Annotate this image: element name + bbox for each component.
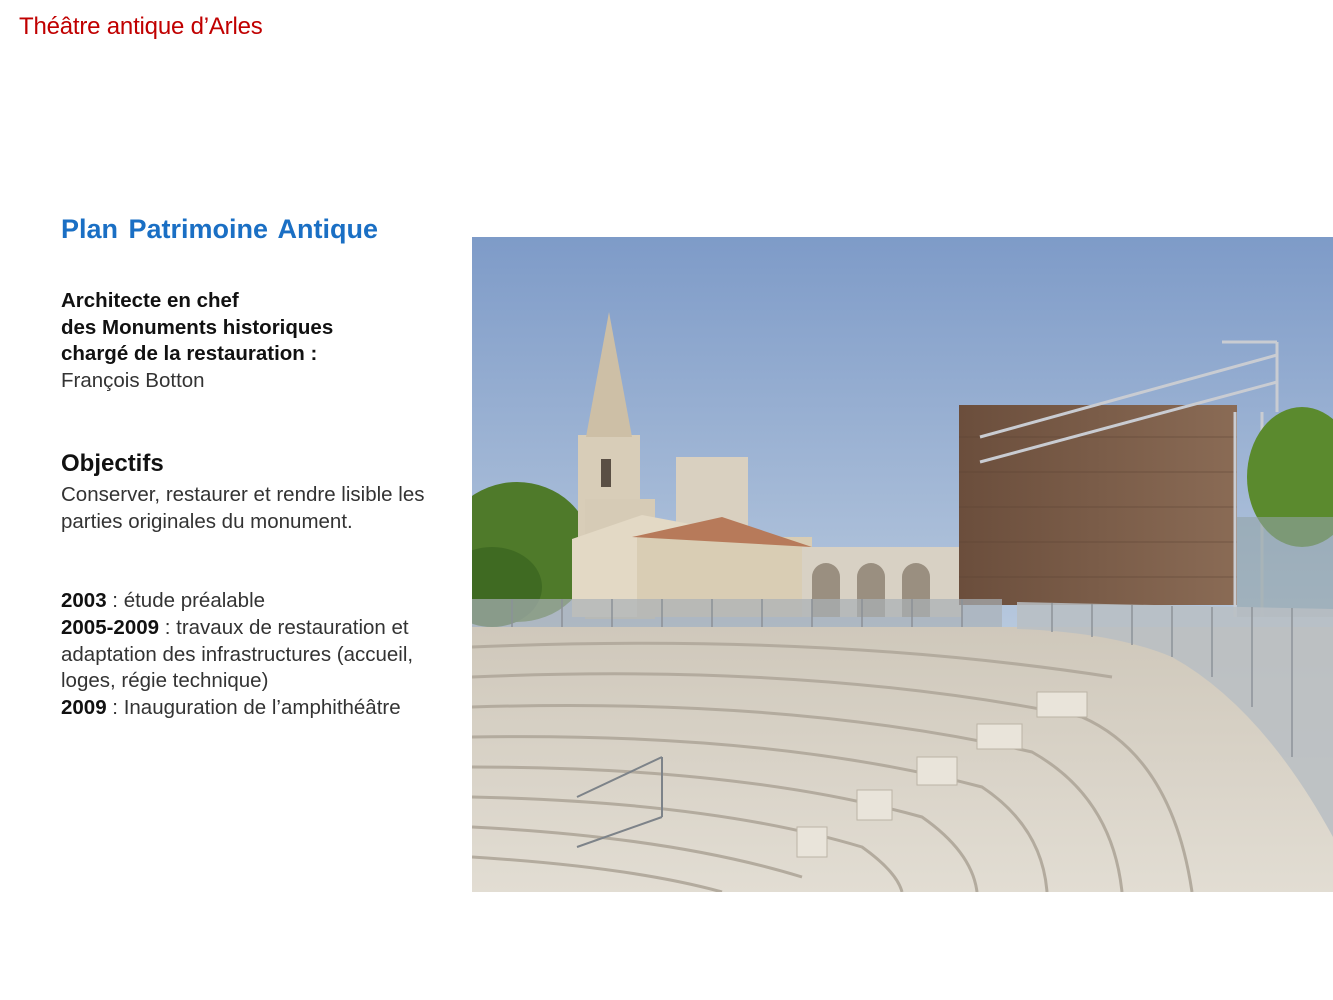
photo-rear-railing (472, 599, 1002, 629)
photo-wooden-building (959, 405, 1237, 605)
architect-block (61, 288, 333, 394)
timeline-year: 2009 (61, 696, 107, 720)
timeline-entry (61, 588, 461, 615)
timeline-entry (61, 695, 461, 722)
objectives-heading: Objectifs (61, 450, 164, 477)
timeline-entry (61, 615, 461, 695)
section-title: Plan Patrimoine Antique (61, 214, 379, 244)
timeline-text: : Inauguration de l’amphithéâtre (106, 696, 401, 720)
timeline-year: 2003 (61, 589, 107, 612)
architect-name: François Botton (61, 368, 205, 392)
architect-role-line-3: chargé de la restauration : (61, 342, 318, 366)
timeline (61, 588, 461, 722)
timeline-text: : étude préalable (106, 589, 266, 612)
slide-title: Théâtre antique d’Arles (19, 13, 263, 40)
architect-role-line-1: Architecte en chef (61, 289, 239, 312)
architect-role-line-2: des Monuments historiques (61, 315, 334, 339)
timeline-year: 2005-2009 (61, 615, 160, 639)
timeline-text: : travaux de restauration et adaptation des infrastructures (accueil, loges, régie technique) (61, 615, 414, 693)
theatre-photo (472, 237, 1333, 892)
objectives-text: Conserver, restaurer et rendre lisible les parties originales du monument. (61, 483, 425, 533)
